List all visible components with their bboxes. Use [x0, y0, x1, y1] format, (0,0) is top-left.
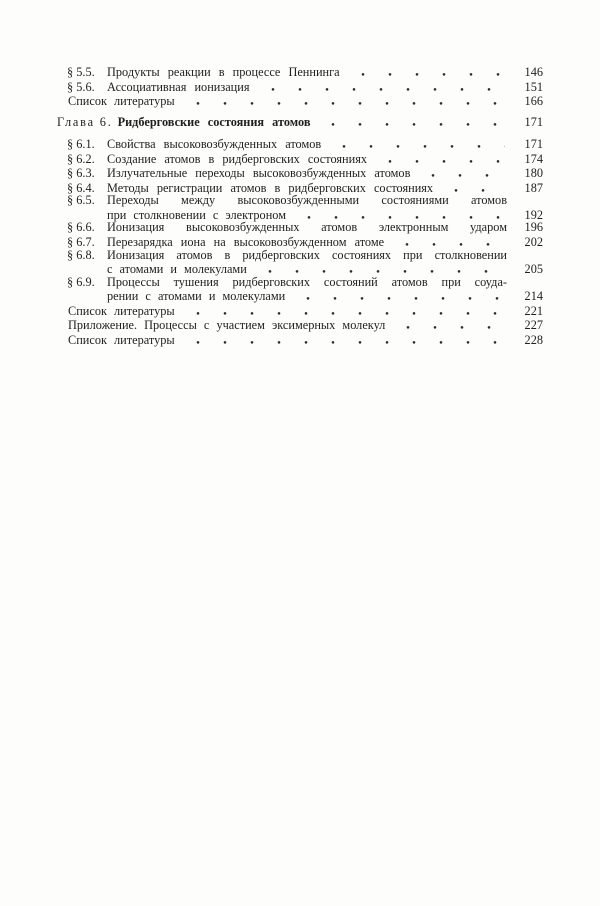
toc-chapter-row: [57, 114, 543, 129]
toc-row: [57, 136, 543, 151]
entry-text: Процессы тушения ридберговских состояний атомов при соуда-: [107, 274, 507, 289]
entry-text: Методы регистрации атомов в ридберговских состояниях: [107, 180, 434, 195]
table-of-contents: [57, 64, 543, 346]
chapter-prefix: Глава 6.: [57, 115, 113, 130]
entry-text: Ионизация высоковозбужденных атомов электронным ударом: [107, 220, 507, 235]
chapter-title: Ридберговские состояния атомов: [117, 115, 311, 130]
entry-text: Список литературы: [68, 332, 175, 347]
page-number: 202: [524, 235, 543, 250]
entry-text: Свойства высоковозбужденных атомов: [107, 137, 322, 152]
page-number: 166: [524, 94, 543, 109]
page-number: 171: [524, 115, 543, 130]
entry-number: § 5.6.: [67, 79, 95, 94]
dot-leader: [319, 114, 505, 126]
toc-row: [57, 234, 543, 249]
page-number: 187: [524, 180, 543, 195]
toc-continuation-row: [57, 207, 543, 222]
entry-text: Приложение. Процессы с участием эксимерных молекул: [68, 318, 386, 333]
page-number: 196: [524, 220, 543, 235]
toc-row: [57, 276, 543, 289]
dot-leader: [442, 180, 505, 192]
entry-number: § 6.2.: [67, 151, 95, 166]
entry-text: Ионизация атомов в ридберговских состояниях при столкновении: [107, 247, 507, 262]
dot-leader: [184, 303, 505, 315]
toc-row: [57, 303, 543, 318]
dot-leader: [184, 93, 505, 105]
dot-leader: [259, 79, 506, 91]
toc-row: [57, 317, 543, 332]
entry-number: § 6.6.: [67, 220, 95, 235]
entry-text: с атомами и молекулами: [107, 262, 247, 277]
entry-number: § 6.5.: [67, 193, 95, 208]
entry-number: § 6.1.: [67, 137, 95, 152]
entry-text: при столкновении с электроном: [107, 207, 286, 222]
entry-text: Ассоциативная ионизация: [107, 79, 250, 94]
entry-text: Создание атомов в ридберговских состояниях: [107, 151, 368, 166]
entry-number: § 6.9.: [67, 274, 95, 289]
page-number: 192: [524, 207, 543, 222]
toc-row: [57, 79, 543, 94]
page-number: 174: [524, 151, 543, 166]
toc-row: [57, 93, 543, 108]
toc-continuation-row: [57, 261, 543, 276]
dot-leader: [295, 207, 505, 219]
dot-leader: [184, 332, 505, 344]
dot-leader: [376, 151, 505, 163]
toc-row: [57, 180, 543, 195]
dot-leader: [256, 261, 505, 273]
dot-leader: [330, 136, 505, 148]
toc-continuation-row: [57, 288, 543, 303]
entry-text: Список литературы: [68, 94, 175, 109]
entry-number: § 6.4.: [67, 180, 95, 195]
page-number: 205: [524, 262, 543, 277]
page-number: 146: [524, 65, 543, 79]
entry-text: Переходы между высоковозбужденными состояниями атомов: [107, 193, 507, 208]
entry-number: § 5.5.: [67, 65, 95, 79]
page-number: 180: [524, 166, 543, 181]
entry-text: Перезарядка иона на высоковозбужденном атоме: [107, 235, 385, 250]
entry-text: Продукты реакции в процессе Пеннинга: [107, 65, 340, 79]
entry-number: § 6.8.: [67, 247, 95, 262]
toc-row: [57, 165, 543, 180]
entry-text: Излучательные переходы высоковозбужденных атомов: [107, 166, 411, 181]
entry-number: § 6.7.: [67, 235, 95, 250]
toc-row: [57, 332, 543, 347]
toc-row: [57, 249, 543, 262]
page-number: 214: [524, 289, 543, 304]
dot-leader: [294, 288, 505, 300]
page-number: 228: [524, 332, 543, 347]
dot-leader: [394, 317, 505, 329]
page-number: 221: [524, 303, 543, 318]
page-number: 151: [524, 79, 543, 94]
page-number: 171: [524, 137, 543, 152]
dot-leader: [393, 234, 505, 246]
dot-leader: [349, 64, 505, 76]
toc-row: [57, 151, 543, 166]
dot-leader: [419, 165, 505, 177]
page-number: 227: [524, 318, 543, 333]
entry-number: § 6.3.: [67, 166, 95, 181]
toc-row: [57, 221, 543, 234]
toc-row: [57, 194, 543, 207]
entry-text: рении с атомами и молекулами: [107, 289, 286, 304]
toc-row: [57, 64, 543, 79]
entry-text: Список литературы: [68, 303, 175, 318]
